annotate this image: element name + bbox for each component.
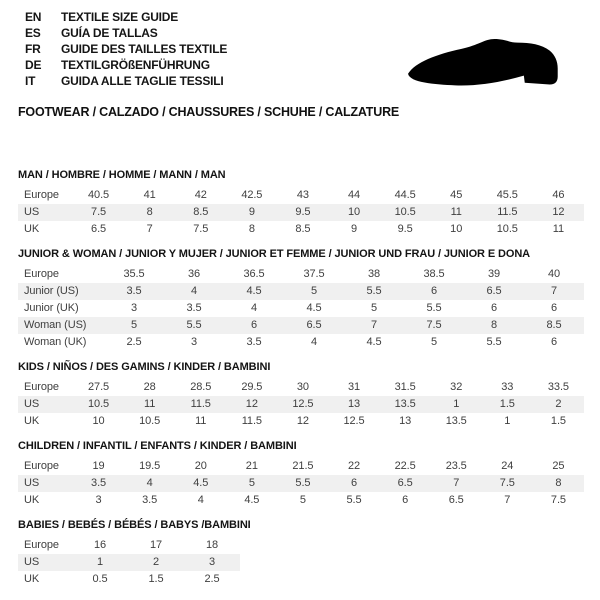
table-row xyxy=(18,492,584,509)
size-cell: 40.5 xyxy=(88,189,110,201)
section-title: KIDS / NIÑOS / DES GAMINS / KINDER / BAMBINI xyxy=(18,361,271,373)
size-cell: 38.5 xyxy=(423,268,445,280)
size-cell: 41 xyxy=(143,189,156,201)
size-cell: 8.5 xyxy=(175,204,226,221)
language-row-fr xyxy=(25,41,227,57)
size-cell: 8 xyxy=(464,317,524,334)
size-cell: 5 xyxy=(299,494,306,506)
size-cell: 28.5 xyxy=(190,381,212,393)
row-label: Europe xyxy=(24,381,59,393)
size-cell: 10 xyxy=(92,415,105,427)
size-cell: 45.5 xyxy=(496,189,518,201)
table-row xyxy=(18,283,584,300)
size-cell: 32 xyxy=(450,381,463,393)
size-cell: 23.5 xyxy=(445,460,467,472)
table-row xyxy=(18,379,584,396)
language-code: EN xyxy=(25,10,42,24)
size-cell: 12 xyxy=(226,396,277,413)
language-label: GUIDA ALLE TAGLIE TESSILI xyxy=(61,74,224,88)
size-cell: 1 xyxy=(504,415,511,427)
row-label: US xyxy=(18,204,73,221)
size-cell: 9.5 xyxy=(277,204,328,221)
size-cell: 5.5 xyxy=(277,475,328,492)
size-cell: 21.5 xyxy=(292,460,314,472)
size-cell: 5 xyxy=(370,302,378,314)
size-cell: 45 xyxy=(450,189,463,201)
row-label: Junior (UK) xyxy=(24,302,79,314)
size-cell: 9 xyxy=(226,204,277,221)
size-cell: 6.5 xyxy=(448,494,464,506)
size-cell: 22 xyxy=(347,460,361,472)
size-cell: 44 xyxy=(347,189,361,201)
size-cell: 33.5 xyxy=(547,381,569,393)
size-cell: 2.5 xyxy=(204,573,220,585)
size-cell: 6 xyxy=(402,494,409,506)
size-cell: 36 xyxy=(187,268,201,280)
size-cell: 5.5 xyxy=(426,302,442,314)
size-cell: 1.5 xyxy=(550,415,566,427)
table-row xyxy=(18,187,584,204)
size-cell: 13 xyxy=(328,396,379,413)
size-cell: 1.5 xyxy=(148,573,164,585)
size-cell: 3 xyxy=(130,302,138,314)
size-cell: 19 xyxy=(92,460,105,472)
size-cell: 1 xyxy=(431,396,482,413)
size-cell: 36.5 xyxy=(243,268,265,280)
size-cell: 7.5 xyxy=(404,317,464,334)
size-cell: 11.5 xyxy=(482,204,533,221)
size-cell: 9 xyxy=(351,223,358,235)
size-cell: 3 xyxy=(184,554,240,571)
size-cell: 10.5 xyxy=(73,396,124,413)
size-cell: 11.5 xyxy=(241,415,262,427)
size-cell: 8.5 xyxy=(295,223,311,235)
size-cell: 10 xyxy=(450,223,463,235)
kids-size-table xyxy=(18,379,584,430)
size-cell: 10.5 xyxy=(380,204,431,221)
language-label: TEXTILGRÖßENFÜHRUNG xyxy=(61,58,210,72)
table-row xyxy=(18,458,584,475)
size-cell: 12 xyxy=(533,204,584,221)
row-label: UK xyxy=(24,573,40,585)
size-cell: 40 xyxy=(547,268,561,280)
language-code: DE xyxy=(25,58,42,72)
section-babies xyxy=(18,519,584,588)
size-cell: 11 xyxy=(124,396,175,413)
row-label: Junior (US) xyxy=(18,283,104,300)
size-cell: 2 xyxy=(533,396,584,413)
size-cell: 4.5 xyxy=(175,475,226,492)
babies-size-table xyxy=(18,537,240,588)
size-cell: 6 xyxy=(550,336,558,348)
size-cell: 7 xyxy=(146,223,153,235)
table-row xyxy=(18,334,584,351)
size-cell: 42.5 xyxy=(241,189,263,201)
size-cell: 6.5 xyxy=(464,283,524,300)
language-code: FR xyxy=(25,42,41,56)
size-cell: 5.5 xyxy=(344,283,404,300)
row-label: UK xyxy=(24,223,40,235)
row-label: US xyxy=(18,554,72,571)
size-cell: 17 xyxy=(149,539,163,551)
size-cell: 4.5 xyxy=(224,283,284,300)
size-cell: 30 xyxy=(296,381,309,393)
size-cell: 20 xyxy=(194,460,207,472)
size-cell: 11 xyxy=(195,415,207,427)
size-cell: 4 xyxy=(124,475,175,492)
size-cell: 12.5 xyxy=(343,415,365,427)
size-cell: 5 xyxy=(104,317,164,334)
size-cell: 2.5 xyxy=(126,336,142,348)
size-cell: 11 xyxy=(552,223,565,235)
table-row xyxy=(18,221,584,238)
size-cell: 4.5 xyxy=(244,494,260,506)
language-row-en xyxy=(25,9,227,25)
size-cell: 6.5 xyxy=(380,475,431,492)
table-row xyxy=(18,204,584,221)
section-title: CHILDREN / INFANTIL / ENFANTS / KINDER / BAMBINI xyxy=(18,440,297,452)
size-cell: 21 xyxy=(245,460,258,472)
size-cell: 24 xyxy=(501,460,514,472)
size-cell: 7 xyxy=(504,494,511,506)
table-row xyxy=(18,413,584,430)
size-cell: 37.5 xyxy=(303,268,325,280)
size-cell: 5.5 xyxy=(486,336,502,348)
row-label: US xyxy=(18,396,73,413)
size-cell: 7.5 xyxy=(73,204,124,221)
size-cell: 42 xyxy=(194,189,207,201)
table-row xyxy=(18,475,584,492)
size-cell: 4 xyxy=(250,302,258,314)
size-cell: 3 xyxy=(95,494,102,506)
size-cell: 3.5 xyxy=(104,283,164,300)
size-cell: 43 xyxy=(296,189,309,201)
size-cell: 29.5 xyxy=(241,381,263,393)
children-size-table xyxy=(18,458,584,509)
size-cell: 10.5 xyxy=(139,415,161,427)
language-label: GUIDE DES TAILLES TEXTILE xyxy=(61,42,228,56)
row-label: Woman (US) xyxy=(18,317,104,334)
table-row xyxy=(18,300,584,317)
size-cell: 16 xyxy=(93,539,107,551)
row-label: UK xyxy=(24,494,40,506)
size-cell: 6 xyxy=(550,302,558,314)
size-cell: 3.5 xyxy=(186,302,202,314)
size-cell: 13.5 xyxy=(445,415,467,427)
dress-shoe-icon xyxy=(392,14,588,114)
row-label: Europe xyxy=(24,189,59,201)
size-cell: 44.5 xyxy=(394,189,416,201)
size-cell: 4.5 xyxy=(306,302,322,314)
size-cell: 9.5 xyxy=(397,223,413,235)
size-cell: 3.5 xyxy=(142,494,158,506)
table-row xyxy=(18,571,240,588)
size-cell: 13.5 xyxy=(380,396,431,413)
size-cell: 5 xyxy=(430,336,438,348)
size-cell: 5 xyxy=(284,283,344,300)
size-cell: 6 xyxy=(490,302,498,314)
size-cell: 12.5 xyxy=(277,396,328,413)
size-cell: 5 xyxy=(226,475,277,492)
size-cell: 22.5 xyxy=(394,460,416,472)
size-cell: 4.5 xyxy=(366,336,382,348)
size-cell: 19.5 xyxy=(139,460,161,472)
table-row xyxy=(18,266,584,283)
size-cell: 35.5 xyxy=(123,268,145,280)
size-cell: 6 xyxy=(404,283,464,300)
size-cell: 10.5 xyxy=(496,223,518,235)
man-size-table xyxy=(18,187,584,238)
size-cell: 6.5 xyxy=(284,317,344,334)
size-cell: 11 xyxy=(431,204,482,221)
table-row xyxy=(18,554,240,571)
language-code: ES xyxy=(25,26,41,40)
size-cell: 18 xyxy=(205,539,219,551)
section-children xyxy=(18,440,584,509)
size-cell: 25 xyxy=(552,460,565,472)
size-cell: 6.5 xyxy=(91,223,107,235)
size-cell: 28 xyxy=(143,381,156,393)
size-cell: 12 xyxy=(296,415,309,427)
table-row xyxy=(18,317,584,334)
size-cell: 11.5 xyxy=(175,396,226,413)
size-cell: 7.5 xyxy=(482,475,533,492)
language-label: TEXTILE SIZE GUIDE xyxy=(61,10,179,24)
size-cell: 7.5 xyxy=(193,223,209,235)
size-cell: 31 xyxy=(347,381,361,393)
size-cell: 8 xyxy=(124,204,175,221)
size-cell: 7.5 xyxy=(550,494,566,506)
section-title: JUNIOR & WOMAN / JUNIOR Y MUJER / JUNIOR ET FEMME / JUNIOR UND FRAU / JUNIOR E DONA xyxy=(18,248,531,260)
size-cell: 13 xyxy=(399,415,412,427)
section-junior-woman xyxy=(18,248,584,351)
junior-woman-size-table xyxy=(18,266,584,351)
size-cell: 7 xyxy=(344,317,404,334)
size-cell: 7 xyxy=(524,283,584,300)
table-row xyxy=(18,396,584,413)
size-cell: 3.5 xyxy=(73,475,124,492)
row-label: US xyxy=(18,475,73,492)
size-cell: 46 xyxy=(552,189,565,201)
section-kids xyxy=(18,361,584,430)
language-list xyxy=(25,9,227,89)
size-cell: 3 xyxy=(190,336,198,348)
size-cell: 27.5 xyxy=(88,381,110,393)
language-row-de xyxy=(25,57,227,73)
language-label: GUÍA DE TALLAS xyxy=(61,26,158,40)
size-cell: 3.5 xyxy=(246,336,262,348)
size-cell: 31.5 xyxy=(394,381,416,393)
size-cell: 4 xyxy=(197,494,204,506)
row-label: Europe xyxy=(24,539,59,551)
table-row xyxy=(18,537,240,554)
size-cell: 2 xyxy=(128,554,184,571)
size-cell: 8 xyxy=(533,475,584,492)
section-title: MAN / HOMBRE / HOMME / MANN / MAN xyxy=(18,169,226,181)
size-cell: 6 xyxy=(328,475,379,492)
size-cell: 8.5 xyxy=(524,317,584,334)
size-tables xyxy=(18,169,584,588)
size-cell: 33 xyxy=(501,381,514,393)
section-title: BABIES / BEBÉS / BÉBÉS / BABYS /BAMBINI xyxy=(18,519,251,531)
size-cell: 4 xyxy=(164,283,224,300)
row-label: Europe xyxy=(24,268,59,280)
size-cell: 0.5 xyxy=(92,573,108,585)
section-man xyxy=(18,169,584,238)
size-cell: 6 xyxy=(224,317,284,334)
category-title: FOOTWEAR / CALZADO / CHAUSSURES / SCHUHE / CALZATURE xyxy=(18,105,400,119)
size-cell: 5.5 xyxy=(164,317,224,334)
row-label: Woman (UK) xyxy=(24,336,87,348)
language-row-it xyxy=(25,73,227,89)
size-cell: 1 xyxy=(72,554,128,571)
row-label: UK xyxy=(24,415,40,427)
size-cell: 1.5 xyxy=(482,396,533,413)
language-code: IT xyxy=(25,74,36,88)
row-label: Europe xyxy=(24,460,59,472)
size-cell: 7 xyxy=(431,475,482,492)
size-cell: 5.5 xyxy=(346,494,362,506)
size-cell: 39 xyxy=(487,268,501,280)
size-cell: 10 xyxy=(328,204,379,221)
size-cell: 8 xyxy=(248,223,255,235)
size-cell: 4 xyxy=(310,336,318,348)
size-cell: 38 xyxy=(367,268,381,280)
language-row-es xyxy=(25,25,227,41)
